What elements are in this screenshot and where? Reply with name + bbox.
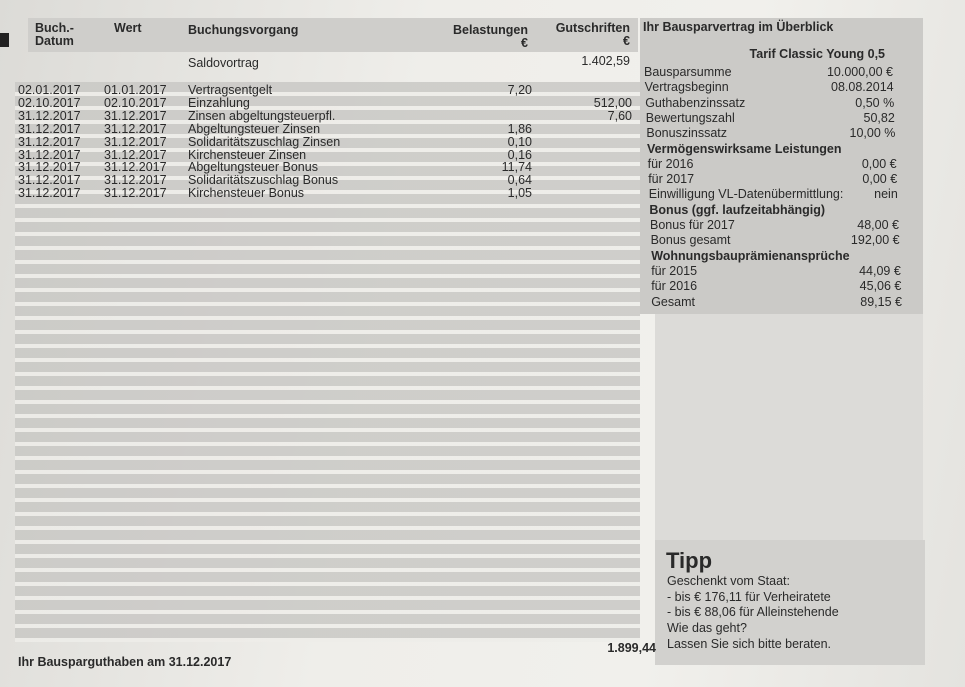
overview-label: Bausparsumme (644, 65, 732, 79)
saldovortrag-value: 1.402,59 (581, 54, 630, 68)
tipp-line: - bis € 88,06 für Alleinstehende (667, 605, 839, 620)
overview-value: 50,82 (863, 110, 895, 125)
overview-title: Ihr Bausparvertrag im Überblick (643, 20, 834, 34)
row-wert: 31.12.2017 (104, 108, 167, 123)
overview-value: 10.000,00 € (826, 65, 893, 79)
overview-value: 192,00 € (850, 233, 900, 248)
overview-value: nein (874, 187, 898, 202)
row-gutschrift: 512,00 (593, 95, 632, 110)
overview-value: 08.08.2014 (831, 80, 894, 95)
overview-value: 48,00 € (857, 218, 899, 232)
row-vorgang: Abgeltungsteuer Bonus (188, 160, 318, 175)
row-belastung: 11,74 (501, 160, 532, 175)
punch-mark (0, 33, 9, 47)
overview-label: Bonus (ggf. laufzeitabhängig) (649, 202, 826, 217)
row-wert: 31.12.2017 (104, 160, 167, 175)
tipp-title: Tipp (666, 548, 713, 573)
overview-value: 10,00 % (849, 126, 896, 141)
row-wert: 31.12.2017 (104, 121, 167, 136)
balance-value: 1.899,44 (607, 641, 656, 655)
tipp-line: - bis € 176,11 für Verheiratete (667, 589, 831, 604)
overview-label: Vertragsbeginn (644, 80, 729, 95)
overview-value: 44,09 € (859, 263, 901, 278)
row-vorgang: Vertragsentgelt (188, 83, 273, 97)
overview-value: 45,06 € (859, 279, 902, 294)
overview-tarif: Tarif Classic Young 0,5 (749, 47, 885, 61)
row-vorgang: Einzahlung (188, 95, 250, 110)
overview-value: 0,00 € (861, 156, 897, 171)
header-buch-datum: Buch.- Datum (35, 21, 74, 48)
row-wert: 31.12.2017 (104, 173, 167, 188)
row-gutschrift: 7,60 (607, 108, 632, 123)
overview-label: Bonus gesamt (650, 233, 731, 248)
row-wert: 01.01.2017 (104, 83, 167, 97)
tipp-line: Wie das geht? (667, 621, 747, 636)
row-vorgang: Solidaritätszuschlag Bonus (188, 173, 339, 188)
row-belastung: 0,16 (507, 147, 532, 162)
overview-label: Bewertungszahl (645, 110, 735, 125)
row-datum: 31.12.2017 (18, 147, 81, 162)
row-datum: 31.12.2017 (18, 121, 81, 136)
overview-label: Vermögenswirksame Leistungen (647, 141, 842, 156)
row-vorgang: Abgeltungsteuer Zinsen (188, 121, 321, 136)
row-wert: 31.12.2017 (104, 147, 167, 162)
row-vorgang: Zinsen abgeltungsteuerpfl. (188, 108, 336, 123)
row-datum: 31.12.2017 (18, 186, 81, 201)
overview-label: Bonus für 2017 (650, 218, 735, 232)
balance-label: Ihr Bausparguthaben am 31.12.2017 (18, 655, 232, 669)
row-wert: 02.10.2017 (104, 95, 167, 110)
header-gutschriften: Gutschriften (555, 21, 630, 35)
row-datum: 31.12.2017 (18, 134, 81, 149)
row-belastung: 1,05 (507, 186, 532, 201)
overview-value: 0,50 % (855, 95, 895, 110)
header-vorgang: Buchungsvorgang (188, 23, 299, 37)
row-datum: 31.12.2017 (18, 173, 81, 188)
header-gutschriften-unit: € (623, 34, 630, 48)
row-belastung: 1,86 (507, 121, 532, 136)
row-belastung: 0,10 (507, 134, 532, 149)
header-belastungen-unit: € (521, 36, 528, 50)
overview-label: Guthabenzinssatz (645, 95, 746, 110)
overview-label: für 2016 (651, 279, 698, 294)
row-datum: 31.12.2017 (18, 160, 81, 175)
row-vorgang: Solidaritätszuschlag Zinsen (188, 134, 341, 149)
overview-label: für 2015 (651, 263, 698, 278)
row-belastung: 7,20 (507, 83, 532, 97)
row-datum: 02.01.2017 (18, 83, 81, 97)
overview-value: 89,15 € (860, 294, 902, 309)
overview-label: für 2017 (648, 172, 695, 187)
header-wert: Wert (114, 21, 142, 35)
overview-label: Wohnungsbauprämienansprüche (651, 248, 850, 263)
row-wert: 31.12.2017 (104, 186, 167, 201)
row-belastung: 0,64 (507, 173, 532, 188)
overview-label: für 2016 (647, 156, 694, 171)
overview-label: Einwilligung VL-Datenübermittlung: (648, 187, 844, 202)
row-vorgang: Kirchensteuer Zinsen (188, 147, 307, 162)
saldovortrag-label: Saldovortrag (188, 56, 259, 70)
tipp-line: Geschenkt vom Staat: (667, 574, 790, 588)
row-datum: 31.12.2017 (18, 108, 81, 123)
overview-value: 0,00 € (862, 172, 898, 187)
tipp-line: Lassen Sie sich bitte beraten. (667, 636, 831, 651)
overview-label: Gesamt (651, 294, 695, 309)
row-datum: 02.10.2017 (18, 95, 81, 110)
overview-label: Bonuszinssatz (646, 126, 727, 141)
row-wert: 31.12.2017 (104, 134, 167, 149)
header-belastungen: Belastungen (452, 23, 528, 37)
row-vorgang: Kirchensteuer Bonus (188, 186, 305, 201)
